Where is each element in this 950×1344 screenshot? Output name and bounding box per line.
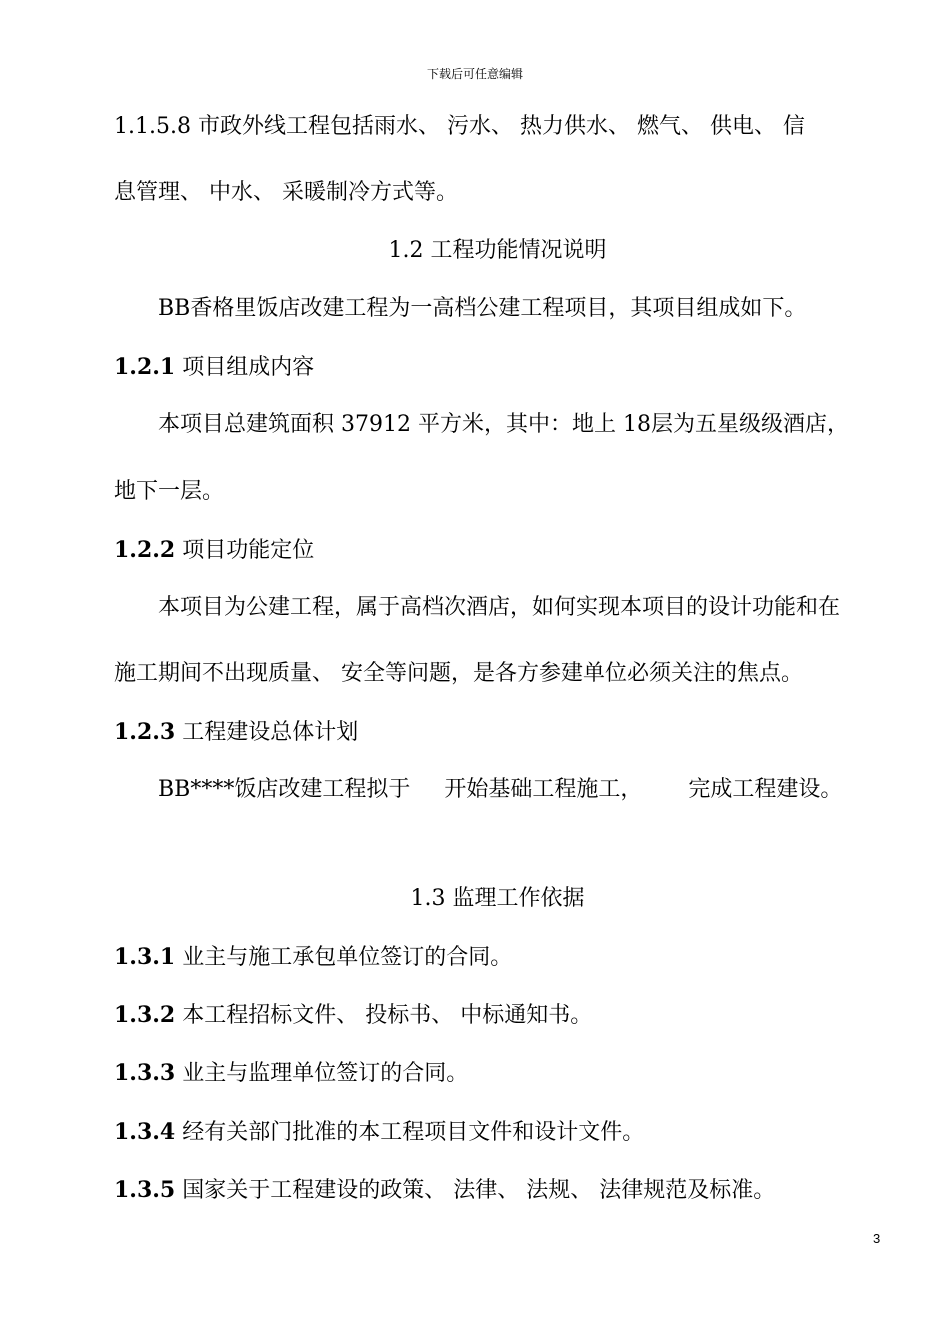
list-item (114, 942, 512, 973)
subsection-number: 1.2.1 (114, 354, 176, 380)
item-number: 1.3.4 (114, 1119, 176, 1145)
item-number: 1.3.2 (114, 1002, 176, 1028)
clause-text: 市政外线工程包括雨水、 污水、 热力供水、 燃气、 供电、 信 (197, 114, 805, 139)
subsection-title: 项目功能定位 (182, 538, 315, 563)
section-number: 1.3 (410, 886, 446, 911)
item-number: 1.3.3 (114, 1060, 176, 1086)
section-title: 监理工作依据 (452, 886, 585, 911)
paragraph-1-line-1 (114, 112, 805, 142)
list-item (114, 1117, 644, 1148)
paragraph-1-2-3 (158, 775, 842, 805)
paragraph-1-2-2-line-2: 施工期间不出现质量、 安全等问题，是各方参建单位必须关注的焦点。 (114, 661, 803, 686)
paragraph-1-2-2-line-1: 本项目为公建工程，属于高档次酒店，如何实现本项目的设计功能和在 (158, 595, 841, 620)
section-heading-1-3 (0, 884, 950, 914)
item-text: 经有关部门批准的本工程项目文件和设计文件。 (182, 1120, 645, 1145)
subsection-title: 项目组成内容 (182, 355, 315, 380)
intro-prefix: BB (158, 296, 191, 321)
text-segment: 层为五星级级酒店， (651, 412, 850, 437)
list-item (114, 1000, 592, 1031)
page-number: 3 (873, 1231, 881, 1246)
project-code: BB**** (158, 777, 235, 802)
text-segment: 本项目总建筑面积 (158, 412, 335, 437)
clause-number: 1.1.5.8 (114, 114, 191, 139)
text-segment: 完成工程建设。 (688, 777, 843, 802)
section-number: 1.2 (388, 238, 424, 263)
item-text: 业主与施工承包单位签订的合同。 (182, 945, 513, 970)
list-item (114, 1058, 468, 1089)
subsection-title: 工程建设总体计划 (182, 720, 359, 745)
text-segment: 开始基础工程施工， (444, 777, 643, 802)
text-segment: 平方米，其中：地上 (418, 412, 617, 437)
section-heading-1-2 (0, 236, 950, 266)
area-value: 37912 (341, 412, 412, 437)
intro-text: 香格里饭店改建工程为一高档公建工程项目，其项目组成如下。 (190, 296, 807, 321)
paragraph-1-2-1-line-2: 地下一层。 (114, 479, 225, 504)
item-text: 国家关于工程建设的政策、 法律、 法规、 法律规范及标准。 (182, 1178, 776, 1203)
subsection-heading-1-2-3 (114, 717, 358, 748)
subsection-heading-1-2-2 (114, 535, 314, 566)
item-number: 1.3.5 (114, 1177, 176, 1203)
page-header: 下载后可任意编辑 (426, 67, 523, 81)
section-title: 工程功能情况说明 (430, 238, 607, 263)
floor-count: 18 (623, 412, 652, 437)
item-text: 业主与监理单位签订的合同。 (182, 1061, 469, 1086)
item-number: 1.3.1 (114, 944, 176, 970)
paragraph-1-2-1-line-1 (158, 410, 849, 440)
subsection-heading-1-2-1 (114, 352, 314, 383)
text-segment: 饭店改建工程拟于 (234, 777, 411, 802)
item-text: 本工程招标文件、 投标书、 中标通知书。 (182, 1003, 593, 1028)
list-item (114, 1175, 775, 1206)
paragraph-1-line-2: 息管理、 中水、 采暖制冷方式等。 (114, 180, 458, 205)
subsection-number: 1.2.2 (114, 537, 176, 563)
intro-paragraph (158, 294, 806, 324)
subsection-number: 1.2.3 (114, 719, 176, 745)
